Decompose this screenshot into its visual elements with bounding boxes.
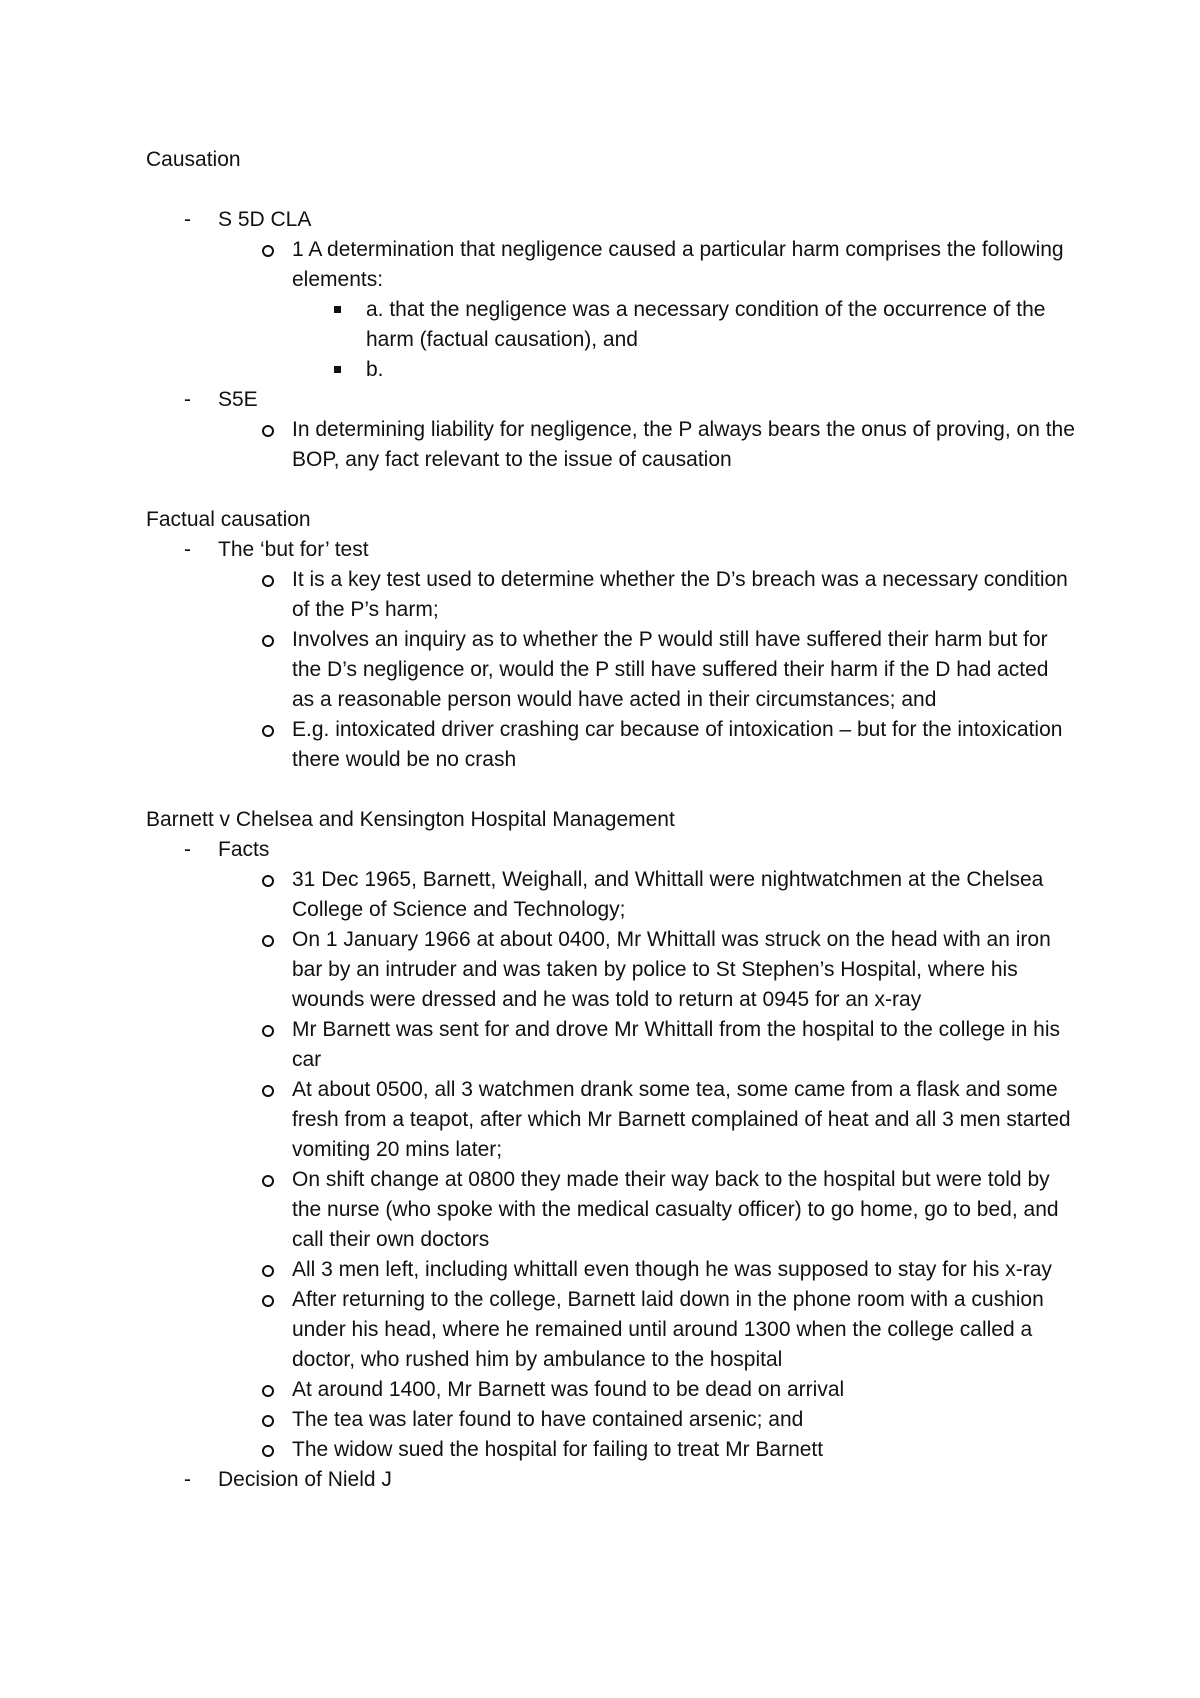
circle-bullet [262,565,274,598]
list-item [218,925,1076,1015]
list-item [146,1465,1076,1495]
dash-bullet: - [184,1468,191,1491]
list-item [218,1075,1076,1165]
list-item [146,385,1076,475]
list-item-text: It is a key test used to determine whether the D’s breach was a necessary condition of the P’s harm; [292,568,1068,621]
dash-bullet: - [184,838,191,861]
list-item-text: 31 Dec 1965, Barnett, Weighall, and Whittall were nightwatchmen at the Chelsea College of Science and Technology; [292,868,1044,921]
list-item [146,205,1076,385]
circle-bullet [262,925,274,958]
circle-bullet [262,1015,274,1048]
circle-bullet [262,1255,274,1288]
section-factual-causation [146,505,1076,775]
list-item-text: a. that the negligence was a necessary condition of the occurrence of the harm (factual causation), and [366,298,1046,351]
list-item [218,1405,1076,1435]
list-item [146,535,1076,775]
circle-bullet [262,715,274,748]
dash-bullet: - [184,388,191,411]
circle-bullet [262,1075,274,1108]
circle-bullet [262,1435,274,1468]
list-item-text: Decision of Nield J [218,1468,392,1491]
bullet-list [146,235,1076,385]
bullet-list [146,535,1076,775]
list-item-text: On 1 January 1966 at about 0400, Mr Whittall was struck on the head with an iron bar by an intruder and was taken by police to St Stephen’s Hospital, where his wounds were dressed and he was told to return at 0945 for an x-ray [292,928,1051,1011]
circle-bullet [262,1405,274,1438]
document-body [146,145,1076,1495]
list-item-text: At around 1400, Mr Barnett was found to be dead on arrival [292,1378,845,1401]
section-barnett-case [146,805,1076,1495]
circle-bullet [262,625,274,658]
list-item [218,1285,1076,1375]
section-heading: Factual causation [146,508,311,531]
square-bullet [334,306,341,313]
list-item [218,715,1076,775]
list-item [218,235,1076,385]
list-item-text: 1 A determination that negligence caused a particular harm comprises the following elements: [292,238,1064,291]
circle-bullet [262,235,274,268]
section-heading: Barnett v Chelsea and Kensington Hospital Management [146,808,675,831]
list-item-text: Facts [218,838,270,861]
list-item [292,355,1076,385]
list-item [218,625,1076,715]
list-item [146,835,1076,1465]
list-item-text: On shift change at 0800 they made their way back to the hospital but were told by the nurse (who spoke with the medical casualty officer) to go home, go to bed, and call their own doctors [292,1168,1059,1251]
list-item-text: b. [366,358,384,381]
list-item [218,565,1076,625]
list-item [218,865,1076,925]
circle-bullet [262,415,274,448]
list-item-text: Mr Barnett was sent for and drove Mr Whittall from the hospital to the college in his car [292,1018,1061,1071]
list-item-text: S5E [218,388,258,411]
list-item [218,415,1076,475]
list-item-text: E.g. intoxicated driver crashing car because of intoxication – but for the intoxication there would be no crash [292,718,1063,771]
list-item [218,1165,1076,1255]
dash-bullet: - [184,208,191,231]
circle-bullet [262,1375,274,1408]
list-item [218,1435,1076,1465]
section-causation [146,145,1076,475]
bullet-list [146,415,1076,475]
list-item-text: S 5D CLA [218,208,312,231]
bullet-list [146,205,1076,475]
list-item-text: The tea was later found to have contained arsenic; and [292,1408,804,1431]
list-item-text: After returning to the college, Barnett laid down in the phone room with a cushion under his head, where he remained until around 1300 when the college called a doctor, who rushed him by ambulance to the hospital [292,1288,1044,1371]
circle-bullet [262,865,274,898]
list-item-text: Involves an inquiry as to whether the P would still have suffered their harm but for the D’s negligence or, would the P still have suffered their harm if the D had acted as a reasonable person would have acted in their circumstances; and [292,628,1049,711]
square-bullet [334,366,341,373]
list-item [218,1375,1076,1405]
list-item [292,295,1076,355]
list-item-text: The ‘but for’ test [218,538,369,561]
circle-bullet [262,1165,274,1198]
section-heading: Causation [146,148,241,171]
bullet-list [146,865,1076,1465]
bullet-list [218,295,1076,385]
list-item-text: In determining liability for negligence, the P always bears the onus of proving, on the BOP, any fact relevant to the issue of causation [292,418,1075,471]
list-item [218,1255,1076,1285]
bullet-list [146,565,1076,775]
list-item-text: All 3 men left, including whittall even though he was supposed to stay for his x-ray [292,1258,1052,1281]
list-item-text: The widow sued the hospital for failing to treat Mr Barnett [292,1438,824,1461]
list-item [218,1015,1076,1075]
list-item-text: At about 0500, all 3 watchmen drank some tea, some came from a flask and some fresh from a teapot, after which Mr Barnett complained of heat and all 3 men started vomiting 20 mins later; [292,1078,1071,1161]
bullet-list [146,835,1076,1495]
dash-bullet: - [184,538,191,561]
circle-bullet [262,1285,274,1318]
